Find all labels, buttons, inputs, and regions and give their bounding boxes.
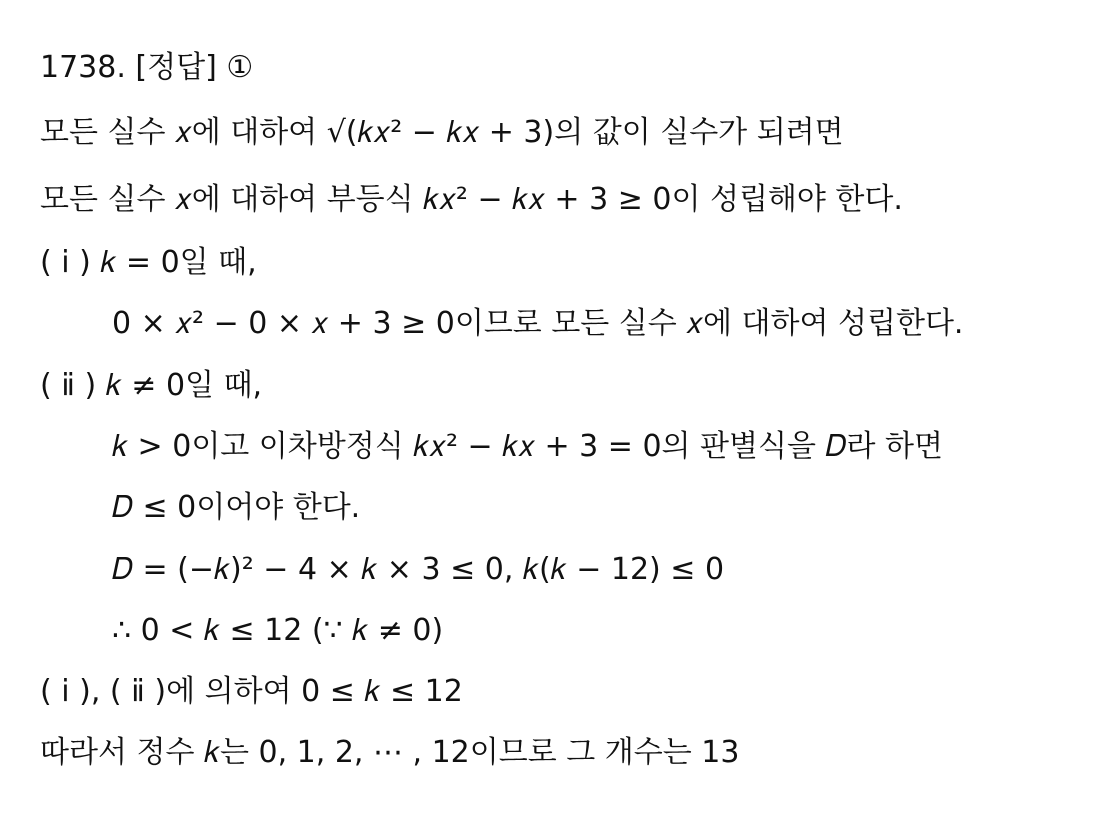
solution-line: ∴ 0 < 𝑘 ≤ 12 (∵ 𝑘 ≠ 0) xyxy=(112,613,444,648)
case-heading: ( ⅱ ) 𝑘 ≠ 0일 때, xyxy=(40,368,263,403)
conclusion-line: 따라서 정수 𝑘는 0, 1, 2, ⋯ , 12이므로 그 개수는 13 xyxy=(40,735,740,770)
solution-line: 0 × 𝑥² − 0 × 𝑥 + 3 ≥ 0이므로 모든 실수 𝑥에 대하여 성립한다. xyxy=(112,306,964,341)
solution-line: ( ⅰ ), ( ⅱ )에 의하여 0 ≤ 𝑘 ≤ 12 xyxy=(40,674,463,709)
solution-line: 모든 실수 𝑥에 대하여 부등식 𝑘𝑥² − 𝑘𝑥 + 3 ≥ 0이 성립해야 한다. xyxy=(40,182,903,217)
solution-line: 모든 실수 𝑥에 대하여 √(𝑘𝑥² − 𝑘𝑥 + 3)의 값이 실수가 되려면 xyxy=(40,115,844,150)
solution-line: 𝐷 ≤ 0이어야 한다. xyxy=(112,490,361,525)
solution-line: 𝐷 = (−𝑘)² − 4 × 𝑘 × 3 ≤ 0, 𝑘(𝑘 − 12) ≤ 0 xyxy=(112,552,725,587)
solution-line: 𝑘 > 0이고 이차방정식 𝑘𝑥² − 𝑘𝑥 + 3 = 0의 판별식을 𝐷라 하면 xyxy=(112,429,943,464)
problem-header: 1738. [정답] ① xyxy=(40,50,254,85)
case-heading: ( ⅰ ) 𝑘 = 0일 때, xyxy=(40,245,257,280)
